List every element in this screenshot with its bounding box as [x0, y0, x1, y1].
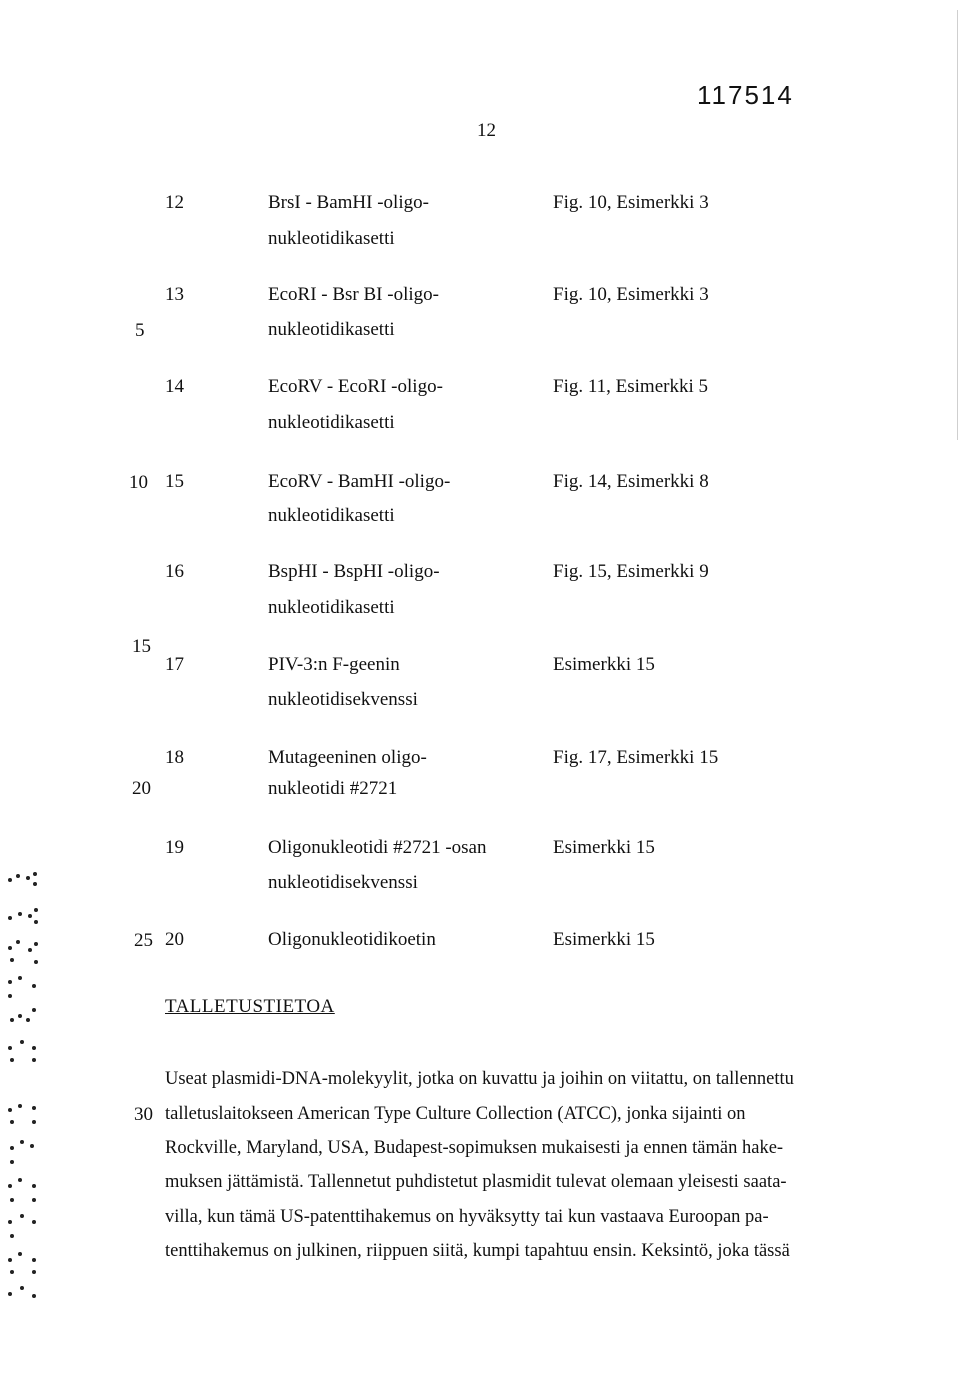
- entry-id: 14: [165, 376, 184, 397]
- entry-description-cont: nukleotidikasetti: [268, 597, 395, 618]
- entry-description-cont: nukleotidikasetti: [268, 505, 395, 526]
- entry-description: EcoRV - BamHI -oligo-: [268, 471, 451, 492]
- line-number: 5: [135, 320, 145, 341]
- paragraph-line: muksen jättämistä. Tallennetut puhdistetut plasmidit tulevat olemaan yleisesti saata-: [165, 1172, 787, 1192]
- paragraph-line: Useat plasmidi-DNA-molekyylit, jotka on kuvattu ja joihin on viitattu, on tallennettu: [165, 1069, 794, 1089]
- entry-reference: Fig. 10, Esimerkki 3: [553, 192, 709, 213]
- entry-reference: Esimerkki 15: [553, 654, 655, 675]
- entry-description-cont: nukleotidikasetti: [268, 228, 395, 249]
- entry-reference: Fig. 17, Esimerkki 15: [553, 747, 719, 768]
- line-number: 30: [134, 1104, 153, 1125]
- entry-reference: Fig. 14, Esimerkki 8: [553, 471, 709, 492]
- margin-dot-marks: [0, 870, 40, 1310]
- entry-description: EcoRI - Bsr BI -oligo-: [268, 284, 439, 305]
- page-number: 12: [477, 120, 496, 141]
- line-number: 15: [132, 636, 151, 657]
- entry-description-cont: nukleotidisekvenssi: [268, 689, 418, 710]
- entry-id: 20: [165, 929, 184, 950]
- paragraph-line: talletuslaitokseen American Type Culture Collection (ATCC), jonka sijainti on: [165, 1104, 746, 1124]
- entry-description: PIV-3:n F-geenin: [268, 654, 400, 675]
- document-number: 117514: [697, 80, 794, 110]
- entry-description: BrsI - BamHI -oligo-: [268, 192, 429, 213]
- entry-description-cont: nukleotidikasetti: [268, 412, 395, 433]
- entry-id: 17: [165, 654, 184, 675]
- section-heading: TALLETUSTIETOA: [165, 996, 335, 1017]
- entry-reference: Esimerkki 15: [553, 929, 655, 950]
- line-number: 25: [134, 930, 153, 951]
- entry-description-cont: nukleotidi #2721: [268, 778, 398, 799]
- entry-id: 12: [165, 192, 184, 213]
- line-number: 20: [132, 778, 151, 799]
- entry-description: Oligonukleotidikoetin: [268, 929, 436, 950]
- entry-description-cont: nukleotidikasetti: [268, 319, 395, 340]
- entry-description-cont: nukleotidisekvenssi: [268, 872, 418, 893]
- entry-description: BspHI - BspHI -oligo-: [268, 561, 440, 582]
- entry-reference: Fig. 11, Esimerkki 5: [553, 376, 708, 397]
- entry-reference: Esimerkki 15: [553, 837, 655, 858]
- entry-reference: Fig. 10, Esimerkki 3: [553, 284, 709, 305]
- paragraph-line: Rockville, Maryland, USA, Budapest-sopimuksen mukaisesti ja ennen tämän hake-: [165, 1138, 784, 1158]
- entry-description: Oligonukleotidi #2721 -osan: [268, 837, 487, 858]
- entry-id: 13: [165, 284, 184, 305]
- entry-id: 19: [165, 837, 184, 858]
- entry-description: Mutageeninen oligo-: [268, 747, 427, 768]
- scan-edge-line: [957, 10, 959, 440]
- entry-reference: Fig. 15, Esimerkki 9: [553, 561, 709, 582]
- entry-id: 15: [165, 471, 184, 492]
- paragraph-line: tenttihakemus on julkinen, riippuen siitä, kumpi tapahtuu ensin. Keksintö, joka tässä: [165, 1241, 790, 1261]
- line-number: 10: [129, 472, 148, 493]
- entry-id: 18: [165, 747, 184, 768]
- entry-id: 16: [165, 561, 184, 582]
- paragraph-line: villa, kun tämä US-patenttihakemus on hyväksytty tai kun vastaava Euroopan pa-: [165, 1207, 769, 1227]
- entry-description: EcoRV - EcoRI -oligo-: [268, 376, 443, 397]
